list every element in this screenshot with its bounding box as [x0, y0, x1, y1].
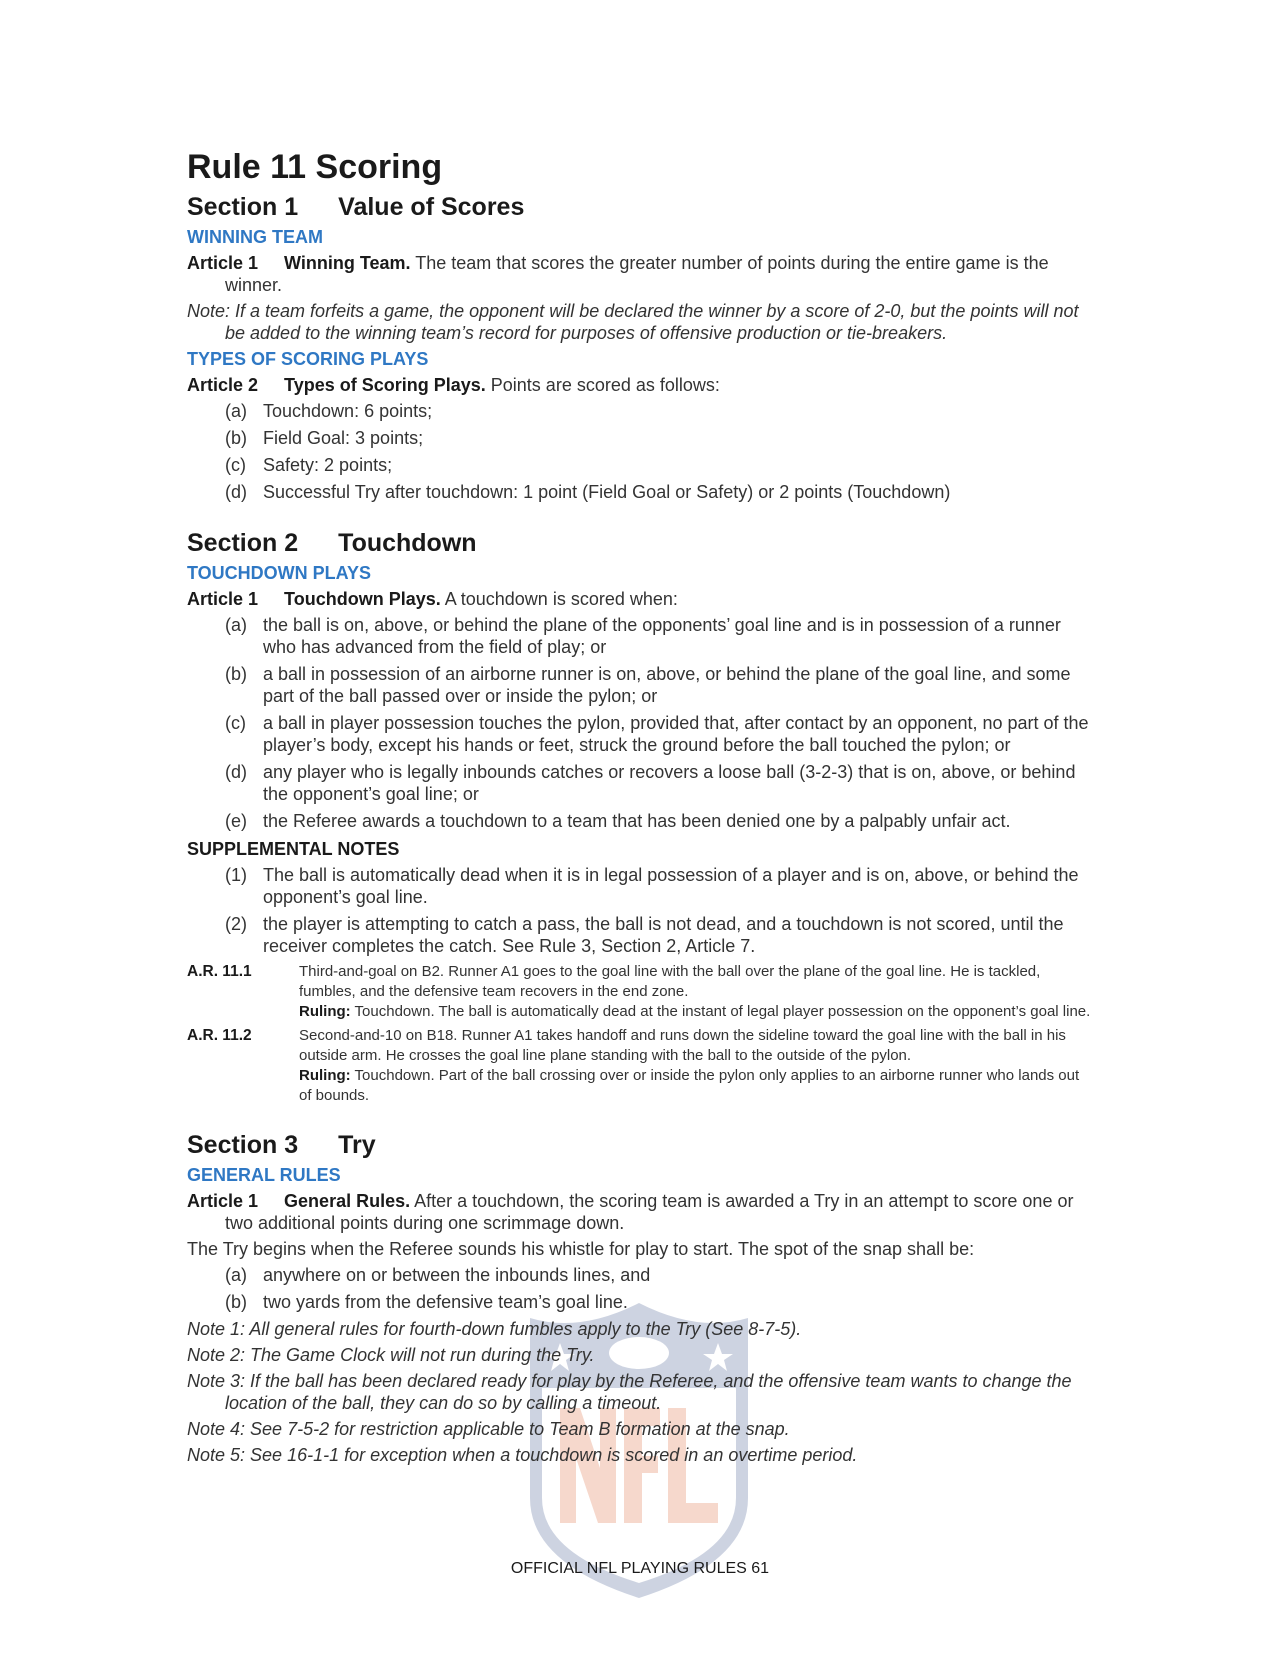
- list-item: (c) Safety: 2 points;: [225, 455, 393, 475]
- approved-ruling: A.R. 11.1 Third-and-goal on B2. Runner A1 goes to the goal line with the ball over the plane of the goal line. He is tackled, fumbles, and the defensive team recovers in the end zone. Ruling: Touchdown. The ball is automatically dead at the instant of legal player possession on the opponent’s goal line.: [187, 963, 1091, 1020]
- rule-title: Rule 11 Scoring: [187, 148, 443, 186]
- try-note: Note 5: See 16-1-1 for exception when a touchdown is scored in an overtime period.: [187, 1445, 858, 1465]
- list-item: (2) the player is attempting to catch a pass, the ball is not dead, and a touchdown is not scored, until the receiver completes the catch. See Rule 3, Section 2, Article 7.: [225, 914, 1064, 956]
- list-item: (e) the Referee awards a touchdown to a team that has been denied one by a palpably unfair act.: [225, 811, 1011, 831]
- section-title: Value of Scores: [338, 193, 525, 221]
- section-1-heading: [187, 192, 1092, 222]
- try-note: Note 1: All general rules for fourth-down fumbles apply to the Try (See 8-7-5).: [187, 1319, 802, 1339]
- list-item: (a) the ball is on, above, or behind the plane of the opponents’ goal line and is in possession of a runner who has advanced from the field of play; or: [225, 615, 1061, 657]
- list-item: (1) The ball is automatically dead when it is in legal possession of a player and is on, above, or behind the opponent’s goal line.: [225, 865, 1079, 907]
- article-touchdown-plays: Article 1 Touchdown Plays. A touchdown is scored when:: [187, 589, 678, 609]
- general-rules-heading: GENERAL RULES: [187, 1165, 341, 1185]
- forfeit-note: Note: If a team forfeits a game, the opponent will be declared the winner by a score of 2-0, but the points will not be added to the winning team’s record for purposes of offensive production or tie-breakers.: [187, 301, 1079, 343]
- article-general-rules: Article 1 General Rules. After a touchdown, the scoring team is awarded a Try in an attempt to score one or two additional points during one scrimmage down.: [187, 1191, 1074, 1233]
- touchdown-plays-heading: TOUCHDOWN PLAYS: [187, 563, 372, 583]
- scoring-values-list: [187, 400, 1092, 503]
- section-2-heading: [187, 528, 1092, 558]
- try-start-text: The Try begins when the Referee sounds his whistle for play to start. The spot of the snap shall be:: [187, 1239, 975, 1259]
- section-3-heading: [187, 1130, 1092, 1160]
- page-footer: OFFICIAL NFL PLAYING RULES 61: [510, 1560, 770, 1577]
- list-item: (b) Field Goal: 3 points;: [225, 428, 424, 448]
- section-title: Touchdown: [338, 529, 477, 557]
- section-title: Try: [338, 1131, 376, 1159]
- list-item: (c) a ball in player possession touches the pylon, provided that, after contact by an opponent, no part of the player’s body, except his hands or feet, struck the ground before the ball touched the pylon; or: [225, 713, 1089, 755]
- try-note: Note 4: See 7-5-2 for restriction applicable to Team B formation at the snap.: [187, 1419, 790, 1439]
- section-number: Section 3: [187, 1131, 299, 1159]
- touchdown-conditions-list: [187, 614, 1092, 832]
- supplemental-notes-list: [187, 864, 1092, 957]
- supplemental-notes-heading: SUPPLEMENTAL NOTES: [187, 839, 400, 859]
- section-number: Section 2: [187, 529, 299, 557]
- try-note: Note 2: The Game Clock will not run during the Try.: [187, 1345, 595, 1365]
- snap-spot-list: [187, 1264, 1092, 1313]
- section-number: Section 1: [187, 193, 299, 221]
- article-types-of-scoring: Article 2 Types of Scoring Plays. Points are scored as follows:: [187, 375, 720, 395]
- list-item: (a) Touchdown: 6 points;: [225, 401, 433, 421]
- list-item: (d) Successful Try after touchdown: 1 point (Field Goal or Safety) or 2 points (Touchdown): [225, 482, 951, 502]
- list-item: (a) anywhere on or between the inbounds lines, and: [225, 1265, 651, 1285]
- article-winning-team: Article 1 Winning Team. The team that scores the greater number of points during the entire game is the winner.: [187, 253, 1049, 295]
- approved-ruling: A.R. 11.2 Second-and-10 on B18. Runner A1 takes handoff and runs down the sideline toward the goal line with the ball in his outside arm. He crosses the goal line plane standing with the ball to the outside of the pylon. Ruling: Touchdown. Part of the ball crossing over or inside the pylon only applies to an airborne runner who lands out of bounds.: [187, 1027, 1080, 1104]
- winning-team-heading: WINNING TEAM: [187, 227, 323, 247]
- list-item: (b) a ball in possession of an airborne runner is on, above, or behind the plane of the goal line, and some part of the ball passed over or inside the pylon; or: [225, 664, 1071, 706]
- list-item: (b) two yards from the defensive team’s goal line.: [225, 1292, 628, 1312]
- try-note: Note 3: If the ball has been declared ready for play by the Referee, and the offensive team wants to change the location of the ball, they can do so by calling a timeout.: [187, 1371, 1072, 1413]
- list-item: (d) any player who is legally inbounds catches or recovers a loose ball (3-2-3) that is on, above, or behind the opponent’s goal line; or: [225, 762, 1076, 804]
- scoring-plays-heading: TYPES OF SCORING PLAYS: [187, 349, 429, 369]
